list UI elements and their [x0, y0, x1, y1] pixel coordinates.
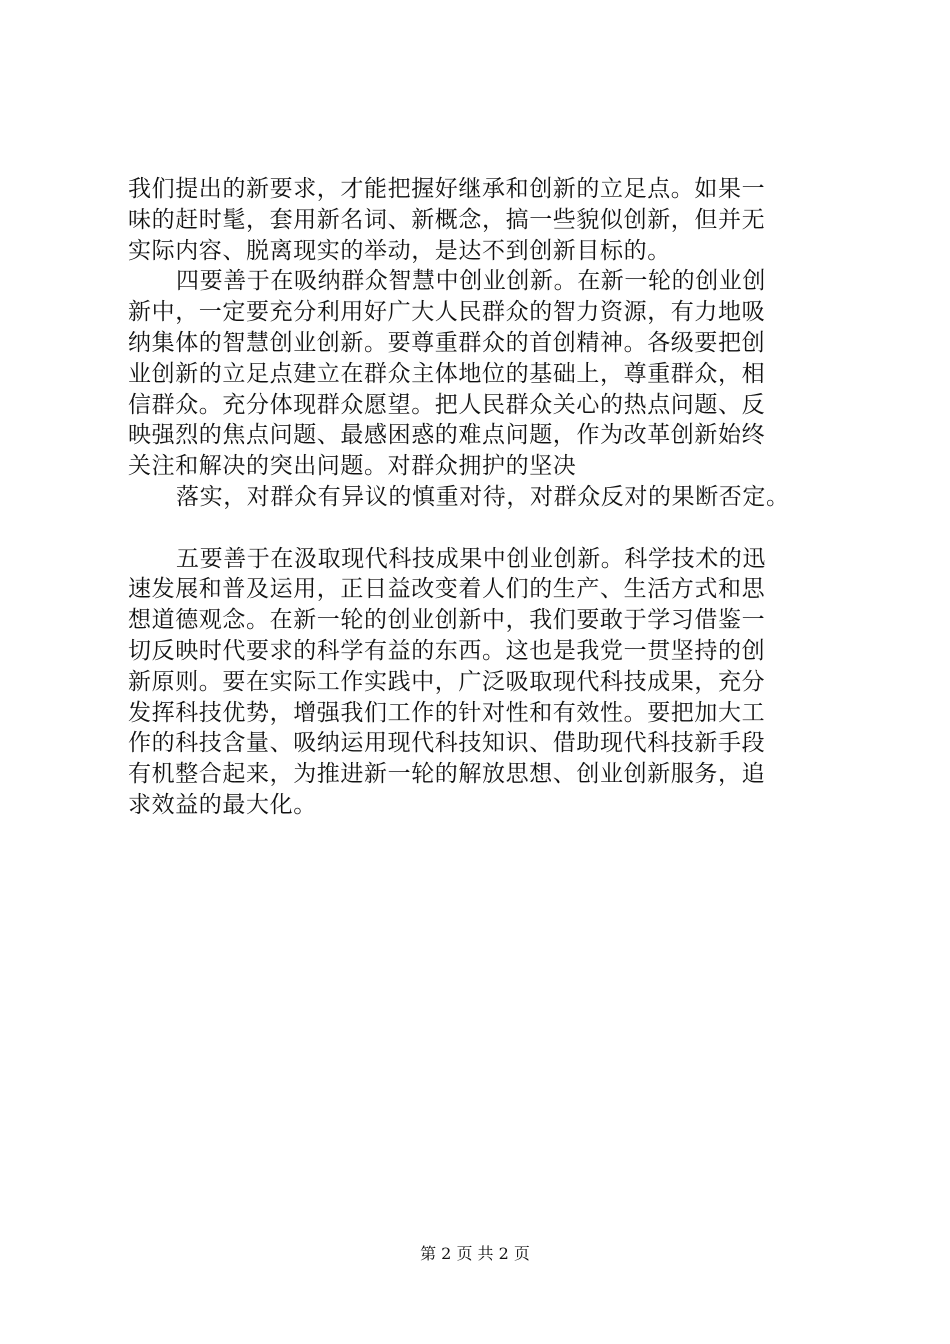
- text-line: 速发展和普及运用，正日益改变着人们的生产、生活方式和思: [128, 576, 766, 603]
- text-line: 业创新的立足点建立在群众主体地位的基础上，尊重群众，相: [128, 360, 766, 387]
- text-line: 落实，对群众有异议的慎重对待，对群众反对的果断否定。: [176, 483, 790, 510]
- text-line: 五要善于在汲取现代科技成果中创业创新。科学技术的迅: [176, 545, 766, 572]
- text-line: 映强烈的焦点问题、最感困惑的难点问题，作为改革创新始终: [128, 422, 766, 449]
- text-line: 新原则。要在实际工作实践中，广泛吸取现代科技成果，充分: [128, 668, 766, 695]
- paragraph-gap: [128, 513, 848, 544]
- text-line: 切反映时代要求的科学有益的东西。这也是我党一贯坚持的创: [128, 637, 766, 664]
- text-line: 纳集体的智慧创业创新。要尊重群众的首创精神。各级要把创: [128, 329, 766, 356]
- text-line: 作的科技含量、吸纳运用现代科技知识、借助现代科技新手段: [128, 730, 766, 757]
- text-line: 求效益的最大化。: [128, 791, 317, 818]
- text-line: 四要善于在吸纳群众智慧中创业创新。在新一轮的创业创: [176, 268, 766, 295]
- text-line: 我们提出的新要求，才能把握好继承和创新的立足点。如果一: [128, 176, 766, 202]
- text-line: 实际内容、脱离现实的举动，是达不到创新目标的。: [128, 237, 671, 264]
- document-body: [128, 174, 848, 821]
- text-line: 关注和解决的突出问题。对群众拥护的坚决: [128, 453, 577, 480]
- text-line: 信群众。充分体现群众愿望。把人民群众关心的热点问题、反: [128, 391, 766, 418]
- text-line: 味的赶时髦，套用新名词、新概念，搞一些貌似创新，但并无: [128, 206, 766, 233]
- text-line: 发挥科技优势，增强我们工作的针对性和有效性。要把加大工: [128, 699, 766, 726]
- page-number-footer: 第 2 页 共 2 页: [420, 1244, 530, 1263]
- text-line: 新中，一定要充分利用好广大人民群众的智力资源，有力地吸: [128, 299, 766, 326]
- text-line: 想道德观念。在新一轮的创业创新中，我们要敢于学习借鉴一: [128, 607, 766, 634]
- text-line: 有机整合起来，为推进新一轮的解放思想、创业创新服务，追: [128, 761, 766, 788]
